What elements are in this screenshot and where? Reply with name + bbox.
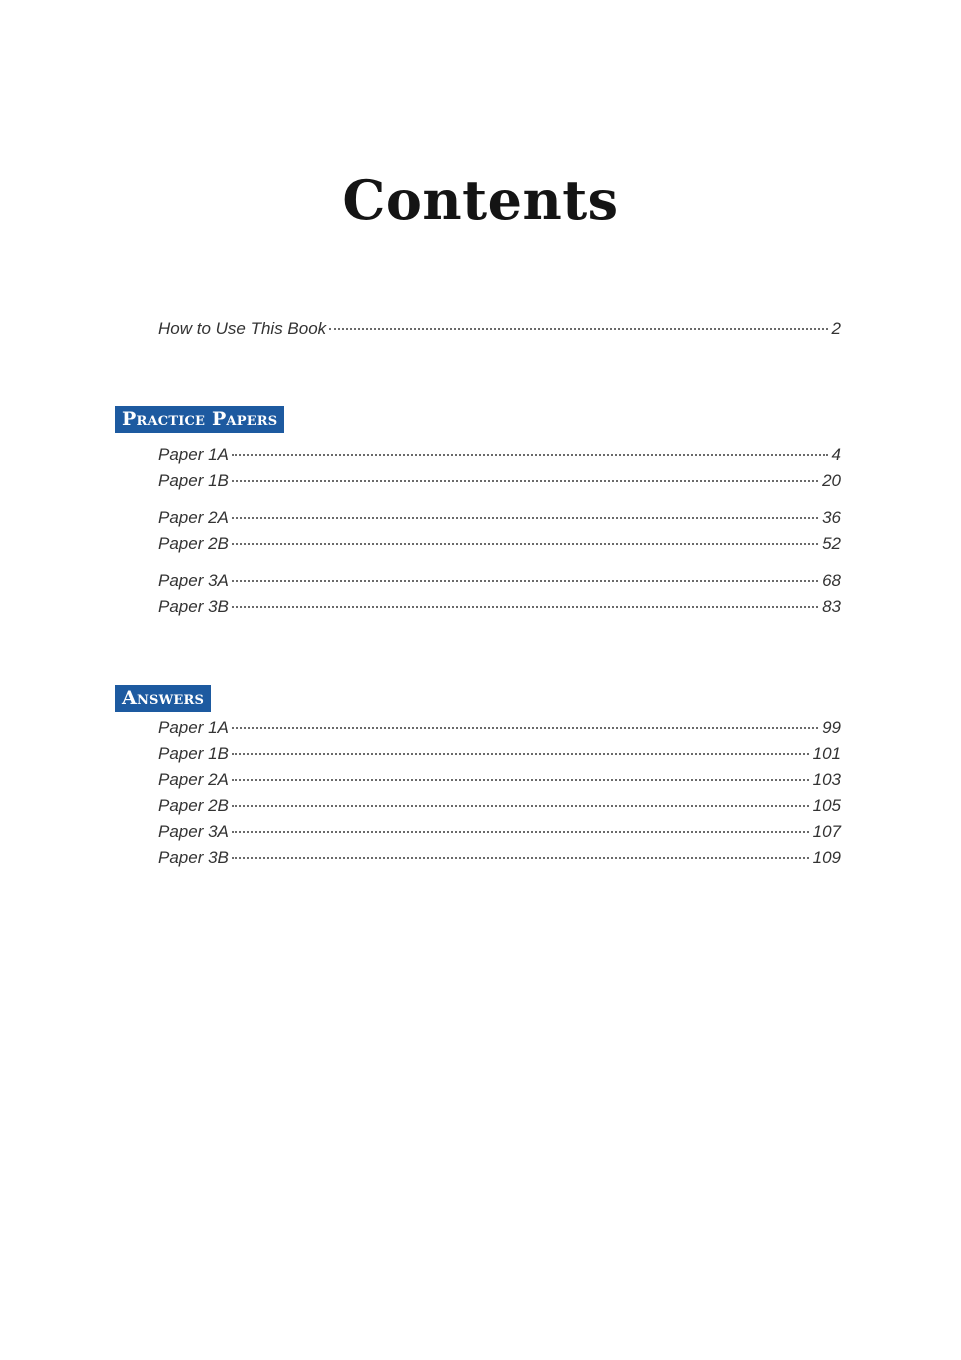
toc-entry-label: Paper 3A [158, 822, 229, 841]
dot-leader [232, 779, 809, 781]
toc-entry-practice-paper-2a[interactable] [158, 506, 841, 530]
dot-leader [232, 727, 818, 729]
toc-entry-answers-paper-3b[interactable] [158, 846, 841, 870]
dot-leader [232, 831, 809, 833]
toc-entry-practice-paper-3a[interactable] [158, 569, 841, 593]
toc-entry-how-to-use[interactable] [158, 317, 841, 341]
toc-entry-practice-paper-1b[interactable] [158, 469, 841, 493]
toc-entry-practice-paper-2b[interactable] [158, 532, 841, 556]
dot-leader [329, 328, 827, 330]
toc-entry-answers-paper-1a[interactable] [158, 716, 841, 740]
toc-entry-label: Paper 1B [158, 471, 229, 490]
toc-entry-page-number: 20 [822, 471, 841, 490]
toc-entry-label: Paper 2A [158, 770, 229, 789]
page-title: Contents [342, 168, 619, 232]
section-heading-practice-papers: Practice Papers [115, 406, 284, 433]
dot-leader [232, 517, 818, 519]
toc-entry-label: Paper 3A [158, 571, 229, 590]
dot-leader [232, 480, 818, 482]
toc-entry-page-number: 101 [812, 744, 841, 763]
toc-entry-page-number: 2 [831, 319, 841, 338]
toc-entry-label: Paper 1B [158, 744, 229, 763]
toc-entry-label: Paper 3B [158, 597, 229, 616]
toc-entry-answers-paper-2a[interactable] [158, 768, 841, 792]
toc-entry-page-number: 68 [822, 571, 841, 590]
toc-entry-page-number: 52 [822, 534, 841, 553]
toc-entry-label: How to Use This Book [158, 319, 327, 338]
toc-entry-label: Paper 1A [158, 718, 229, 737]
toc-entry-label: Paper 1A [158, 445, 229, 464]
toc-entry-page-number: 103 [812, 770, 841, 789]
toc-entry-practice-paper-3b[interactable] [158, 595, 841, 619]
toc-entry-label: Paper 3B [158, 848, 229, 867]
toc-entry-label: Paper 2B [158, 796, 229, 815]
toc-entry-page-number: 36 [822, 508, 841, 527]
dot-leader [232, 606, 818, 608]
dot-leader [232, 857, 809, 859]
toc-entry-page-number: 4 [831, 445, 841, 464]
dot-leader [232, 454, 828, 456]
dot-leader [232, 753, 809, 755]
toc-entry-label: Paper 2A [158, 508, 229, 527]
dot-leader [232, 805, 809, 807]
toc-entry-answers-paper-1b[interactable] [158, 742, 841, 766]
toc-entry-page-number: 105 [812, 796, 841, 815]
dot-leader [232, 580, 818, 582]
dot-leader [232, 543, 818, 545]
section-heading-answers: Answers [115, 685, 211, 712]
toc-entry-answers-paper-2b[interactable] [158, 794, 841, 818]
toc-entry-page-number: 83 [822, 597, 841, 616]
toc-entry-practice-paper-1a[interactable] [158, 443, 841, 467]
toc-entry-page-number: 109 [812, 848, 841, 867]
toc-entry-label: Paper 2B [158, 534, 229, 553]
toc-entry-answers-paper-3a[interactable] [158, 820, 841, 844]
toc-entry-page-number: 99 [822, 718, 841, 737]
toc-entry-page-number: 107 [812, 822, 841, 841]
